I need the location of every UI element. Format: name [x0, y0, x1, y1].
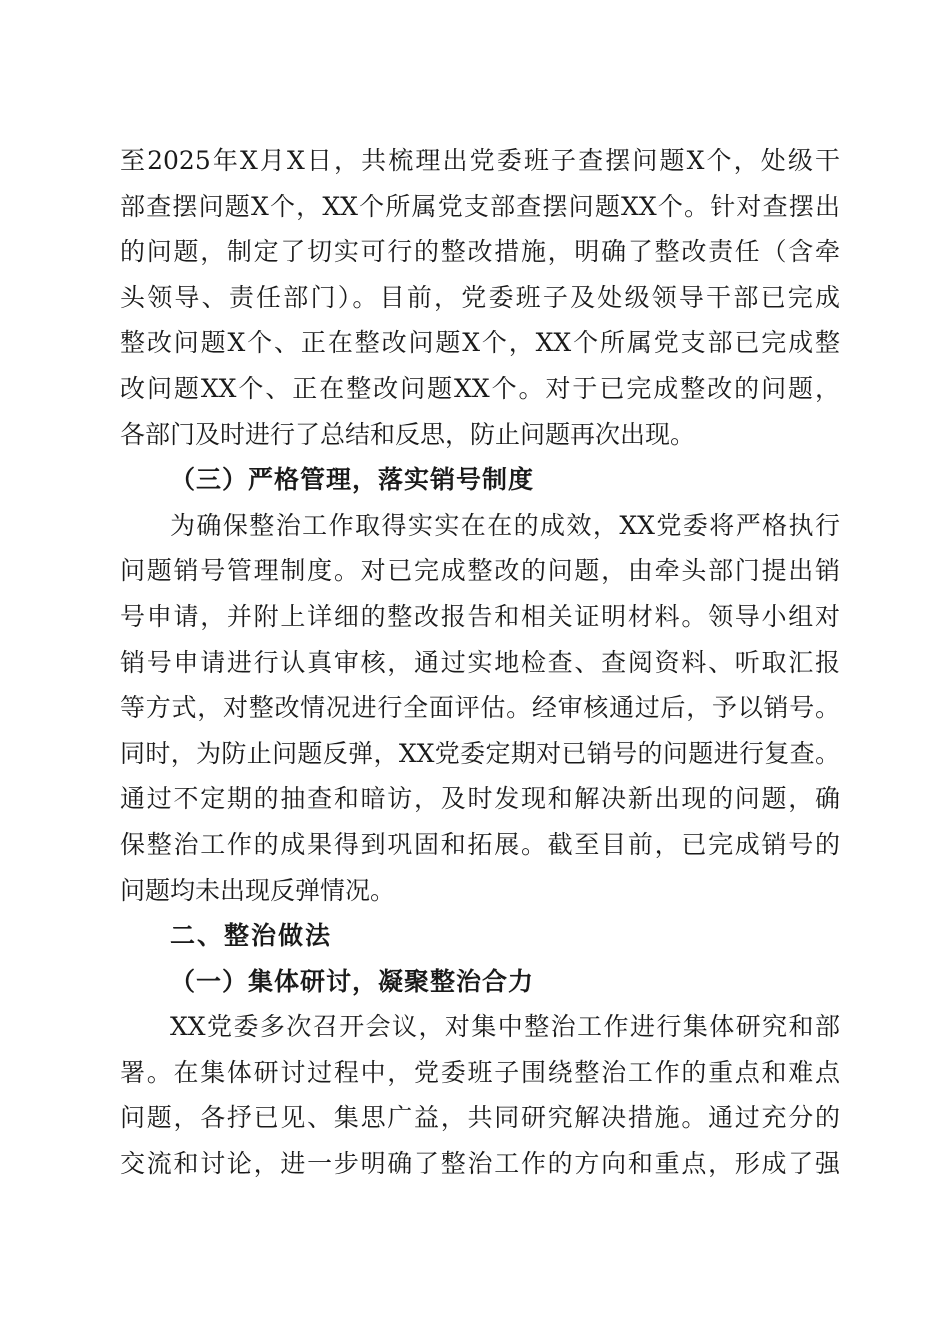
section-heading-two: 二、整治做法: [170, 921, 333, 951]
paragraph-line: 号申请，并附上详细的整改报告和相关证明材料。领导小组对: [120, 601, 840, 631]
document-body: [120, 138, 840, 1187]
paragraph-line: 为确保整治工作取得实实在在的成效，XX党委将严格执行: [170, 510, 840, 540]
paragraph-line: 交流和讨论，进一步明确了整治工作的方向和重点，形成了强: [120, 1149, 840, 1179]
paragraph-line: 问题均未出现反弹情况。: [120, 875, 396, 905]
paragraph-line: 至2025年X月X日，共梳理出党委班子查摆问题X个，处级干: [120, 146, 840, 175]
paragraph-line: 整改问题X个、正在整改问题X个，XX个所属党支部已完成整: [120, 328, 840, 358]
paragraph-line: 通过不定期的抽查和暗访，及时发现和解决新出现的问题，确: [120, 784, 840, 814]
paragraph-line: 保整治工作的成果得到巩固和拓展。截至目前，已完成销号的: [120, 829, 840, 859]
paragraph-line: XX党委多次召开会议，对集中整治工作进行集体研究和部: [170, 1012, 840, 1042]
paragraph-line: 问题销号管理制度。对已完成整改的问题，由牵头部门提出销: [120, 556, 840, 586]
paragraph-line: 同时，为防止问题反弹，XX党委定期对已销号的问题进行复查。: [120, 738, 840, 768]
paragraph-line: 各部门及时进行了总结和反思，防止问题再次出现。: [120, 419, 696, 449]
paragraph-line: 头领导、责任部门）。目前，党委班子及处级领导干部已完成: [120, 282, 840, 312]
paragraph-line: 的问题，制定了切实可行的整改措施，明确了整改责任（含牵: [120, 237, 840, 267]
paragraph-line: 销号申请进行认真审核，通过实地检查、查阅资料、听取汇报: [120, 647, 840, 677]
section-heading-three: （三）严格管理，落实销号制度: [170, 465, 535, 495]
paragraph-line: 等方式，对整改情况进行全面评估。经审核通过后，予以销号。: [120, 693, 840, 723]
paragraph-line: 问题，各抒已见、集思广益，共同研究解决措施。通过充分的: [120, 1103, 840, 1133]
paragraph-line: 改问题XX个、正在整改问题XX个。对于已完成整改的问题，: [120, 373, 840, 403]
paragraph-line: 署。在集体研讨过程中，党委班子围绕整治工作的重点和难点: [120, 1057, 840, 1087]
section-heading-one-sub: （一）集体研讨，凝聚整治合力: [170, 966, 535, 996]
paragraph-line: 部查摆问题X个，XX个所属党支部查摆问题XX个。针对查摆出: [120, 191, 840, 221]
